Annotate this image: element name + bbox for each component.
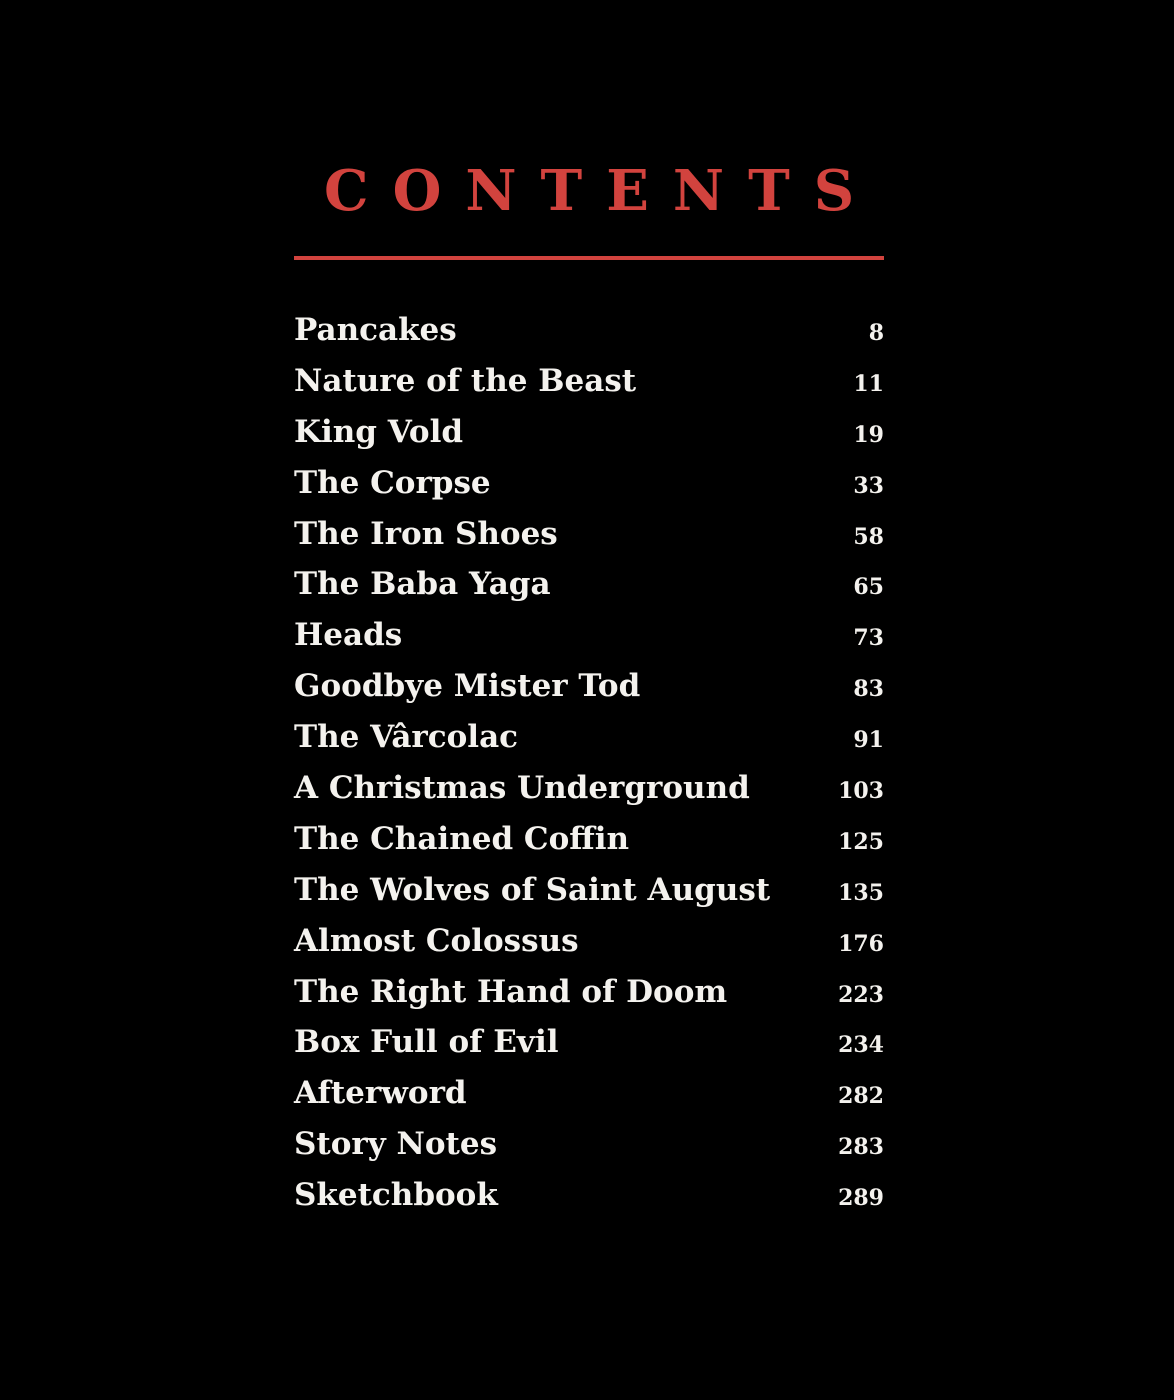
toc-entry[interactable] [294, 1170, 884, 1221]
toc-entry-title: Almost Colossus [294, 922, 579, 959]
toc-entry[interactable] [294, 559, 884, 610]
title-divider [294, 256, 884, 260]
toc-entry[interactable] [294, 1068, 884, 1119]
toc-entry-title: The Vârcolac [294, 719, 519, 756]
toc-entry[interactable] [294, 458, 884, 509]
toc-entry-title: Nature of the Beast [294, 362, 637, 399]
toc-entry[interactable] [294, 1119, 884, 1170]
toc-entry-page-number: 33 [853, 472, 884, 499]
toc-entry[interactable] [294, 814, 884, 865]
toc-entry-page-number: 11 [853, 370, 884, 397]
toc-entry[interactable] [294, 661, 884, 712]
toc-entry-title: Afterword [294, 1075, 467, 1112]
toc-entry-page-number: 73 [853, 625, 884, 652]
toc-entry-title: The Chained Coffin [294, 820, 630, 857]
toc-entry[interactable] [294, 1017, 884, 1068]
page-title: CONTENTS [324, 158, 879, 224]
toc-entry-title: Box Full of Evil [294, 1024, 559, 1061]
toc-entry-title: King Vold [294, 413, 464, 450]
toc-entry-page-number: 19 [853, 421, 884, 448]
toc-entry[interactable] [294, 356, 884, 407]
toc-entry-title: Goodbye Mister Tod [294, 668, 641, 705]
toc-entry-page-number: 91 [853, 727, 884, 754]
toc-entry[interactable] [294, 712, 884, 763]
toc-entry-page-number: 234 [838, 1032, 884, 1059]
toc-entry-page-number: 282 [838, 1083, 884, 1110]
toc-entry-title: Story Notes [294, 1126, 498, 1163]
toc-entry[interactable] [294, 610, 884, 661]
toc-entry-page-number: 65 [853, 574, 884, 601]
toc-entry-title: The Iron Shoes [294, 515, 558, 552]
toc-entry-page-number: 283 [838, 1134, 884, 1161]
toc-entry-page-number: 58 [853, 523, 884, 550]
toc-entry-title: Sketchbook [294, 1177, 498, 1214]
toc-entry[interactable] [294, 407, 884, 458]
toc-entry-page-number: 289 [838, 1185, 884, 1212]
toc-entry-page-number: 135 [838, 879, 884, 906]
toc-entry[interactable] [294, 916, 884, 967]
toc-entry-title: The Wolves of Saint August [294, 871, 771, 908]
toc-entry[interactable] [294, 865, 884, 916]
toc-entry[interactable] [294, 509, 884, 560]
toc-entry-title: The Right Hand of Doom [294, 973, 728, 1010]
toc-entry-page-number: 176 [838, 930, 884, 957]
toc-entry-page-number: 223 [838, 981, 884, 1008]
toc-entry[interactable] [294, 763, 884, 814]
table-of-contents [294, 305, 884, 1221]
toc-entry-title: The Corpse [294, 464, 491, 501]
toc-entry-page-number: 125 [838, 828, 884, 855]
toc-entry-page-number: 83 [853, 676, 884, 703]
toc-entry[interactable] [294, 967, 884, 1018]
toc-entry[interactable] [294, 305, 884, 356]
toc-entry-title: A Christmas Underground [294, 770, 750, 807]
toc-entry-title: The Baba Yaga [294, 566, 551, 603]
toc-entry-page-number: 8 [868, 320, 884, 346]
toc-entry-page-number: 103 [838, 778, 884, 805]
toc-entry-title: Heads [294, 617, 403, 654]
toc-entry-title: Pancakes [294, 312, 457, 348]
